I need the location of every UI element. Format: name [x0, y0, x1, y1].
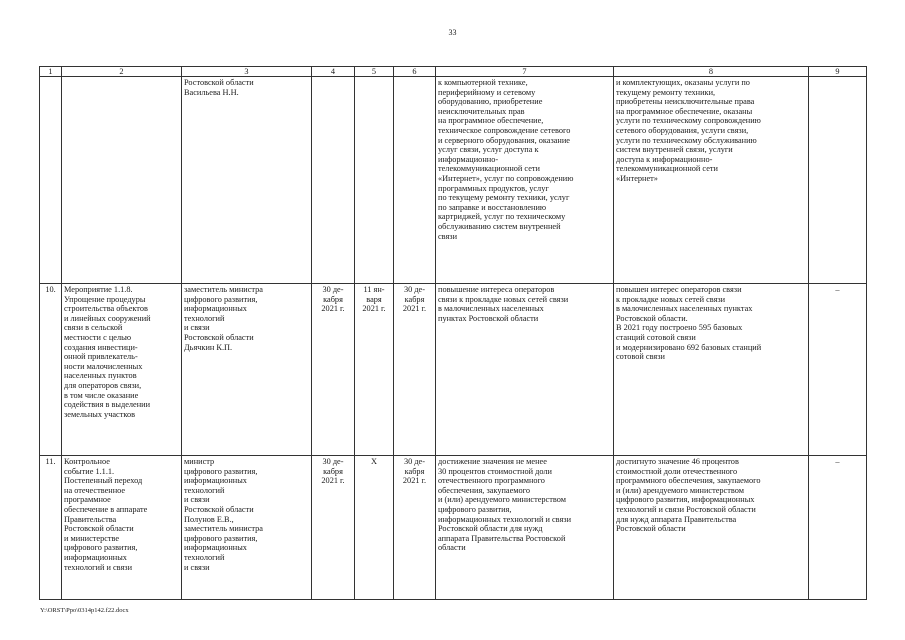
executor: Ростовской области Васильева Н.Н. — [182, 77, 312, 284]
table-row — [40, 456, 867, 600]
reasons — [809, 77, 867, 284]
achieved-result: достигнуто значение 46 процентов стоимостной доли отечественного программного обеспечения, закупаемого и (или) арендуемого министерством цифрового развития, информационных технологий и связи Ростовской области для нужд аппарата Правительства Ростовской области — [614, 456, 809, 600]
column-number-row — [40, 67, 867, 77]
actual-date — [394, 77, 436, 284]
column-header: 5 — [355, 67, 394, 77]
column-header: 6 — [394, 67, 436, 77]
actual-date: 30 де- кабря 2021 г. — [394, 284, 436, 456]
achieved-result: и комплектующих, оказаны услуги по текущему ремонту техники, приобретены неисключительные права на программное обеспечение, оказаны услуги по техническому сопровождению сетевого оборудования, услуги связи, услуги по техническому обслуживанию систем внутренней связи, услуги доступа к информационно- телекоммуникационной сети «Интернет» — [614, 77, 809, 284]
column-header: 8 — [614, 67, 809, 77]
reasons: – — [809, 284, 867, 456]
executor: заместитель министра цифрового развития, информационных технологий и связи Ростовской области Дьячкин К.П. — [182, 284, 312, 456]
expected-result: достижение значения не менее 30 процентов стоимостной доли отечественного программного обеспечения, закупаемого и (или) арендуемого министерством цифрового развития, информационных технологий и связи Ростовской области для нужд аппарата Правительства Ростовской области — [436, 456, 614, 600]
table-row — [40, 284, 867, 456]
table-row — [40, 77, 867, 284]
measure-name: Контрольное событие 1.1.1. Постепенный переход на отечественное программное обеспечение в аппарате Правительства Ростовской области и министерстве цифрового развития, информационных технологий и связи — [62, 456, 182, 600]
planned-start-date: 30 де- кабря 2021 г. — [312, 284, 355, 456]
row-number — [40, 77, 62, 284]
reasons: – — [809, 456, 867, 600]
column-header: 2 — [62, 67, 182, 77]
report-table — [39, 66, 867, 600]
planned-end-date — [355, 77, 394, 284]
measure-name — [62, 77, 182, 284]
actual-date: 30 де- кабря 2021 г. — [394, 456, 436, 600]
achieved-result: повышен интерес операторов связи к прокладке новых сетей связи в малочисленных населенных пунктах Ростовской области. В 2021 году построено 595 базовых станций сотовой связи и модернизировано 692 базовых станций сотовой связи — [614, 284, 809, 456]
column-header: 9 — [809, 67, 867, 77]
expected-result: к компьютерной технике, периферийному и сетевому оборудованию, приобретение неисключительных прав на программное обеспечение, техническое сопровождение сетевого и серверного оборудования, оказание услуг связи, услуг доступа к информационно- телекоммуникационной сети «Интернет», услуг по сопровождению программных продуктов, услуг по текущему ремонту техники, услуг по заправке и восстановлению картриджей, услуг по техническому обслуживанию систем внутренней связи — [436, 77, 614, 284]
page-number: 33 — [448, 28, 457, 37]
row-number: 11. — [40, 456, 62, 600]
file-path-footer: Y:\ORST\Ppo\0314p142.f22.docx — [40, 607, 129, 614]
column-header: 4 — [312, 67, 355, 77]
planned-start-date — [312, 77, 355, 284]
measure-name: Мероприятие 1.1.8. Упрощение процедуры строительства объектов и линейных сооружений связи в сельской местности с целью создания инвестици- онной привлекатель- ности малочисленных населенных пунктов для операторов связи, в том числе оказание содействия в выделении земельных участков — [62, 284, 182, 456]
row-number: 10. — [40, 284, 62, 456]
column-header: 3 — [182, 67, 312, 77]
expected-result: повышение интереса операторов связи к прокладке новых сетей связи в малочисленных населенных пунктах Ростовской области — [436, 284, 614, 456]
planned-end-date: 11 ян- варя 2021 г. — [355, 284, 394, 456]
column-header: 7 — [436, 67, 614, 77]
column-header: 1 — [40, 67, 62, 77]
executor: министр цифрового развития, информационных технологий и связи Ростовской области Полунов Е.В., заместитель министра цифрового развития, информационных технологий и связи — [182, 456, 312, 600]
planned-end-date: Х — [355, 456, 394, 600]
planned-start-date: 30 де- кабря 2021 г. — [312, 456, 355, 600]
